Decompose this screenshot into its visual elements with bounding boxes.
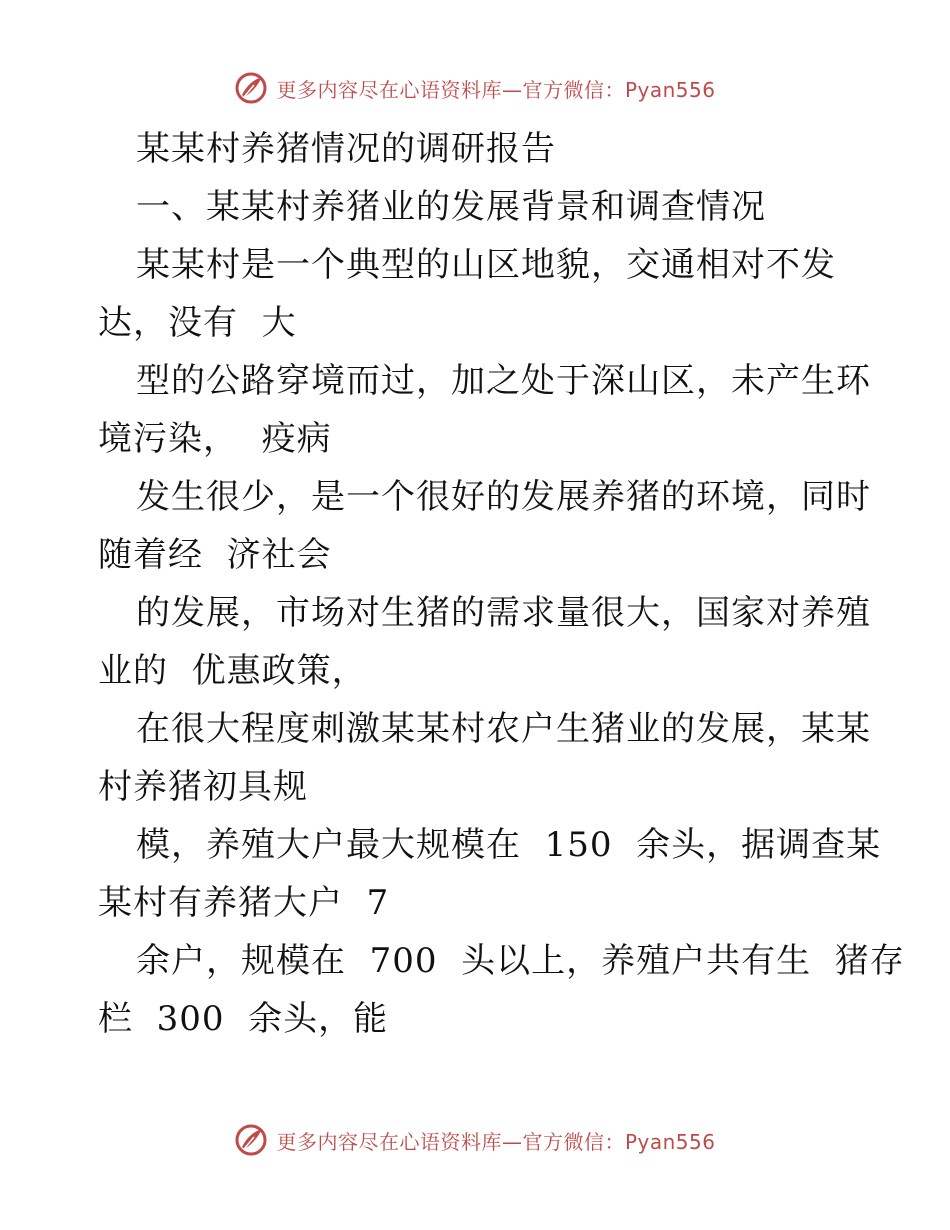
paragraph-line: 栏 300 余头，能	[98, 999, 389, 1039]
document-body	[98, 120, 905, 1048]
paragraph-line: 发生很少，是一个很好的发展养猪的环境，同时	[136, 477, 871, 517]
header-watermark	[0, 68, 950, 108]
paragraph-line: 的发展，市场对生猪的需求量很大，国家对养殖	[136, 593, 871, 633]
leaf-pen-logo-icon	[234, 1123, 268, 1157]
paragraph-line: 余户，规模在 700 头以上，养殖户共有生 猪存	[136, 941, 905, 981]
leaf-pen-logo-icon	[234, 71, 268, 105]
watermark-text: 更多内容尽在心语资料库—官方微信：Pyan556	[276, 77, 716, 102]
paragraph-line: 型的公路穿境而过，加之处于深山区，未产生环	[136, 361, 871, 401]
paragraph-line: 某某村是一个典型的山区地貌，交通相对不发	[136, 245, 836, 285]
paragraph-line: 境污染， 疫病	[98, 419, 332, 459]
paragraph-line: 模，养殖大户最大规模在 150 余头，据调查某	[136, 825, 882, 865]
watermark-text: 更多内容尽在心语资料库—官方微信：Pyan556	[276, 1129, 716, 1154]
paragraph-line: 在很大程度刺激某某村农户生猪业的发展，某某	[136, 709, 871, 749]
footer-watermark	[0, 1120, 950, 1160]
document-title: 某某村养猪情况的调研报告	[136, 129, 556, 169]
paragraph-line: 达，没有 大	[98, 303, 297, 343]
paragraph-line: 某村有养猪大户 7	[98, 883, 390, 923]
paragraph-line: 村养猪初具规	[98, 767, 308, 807]
paragraph-line: 业的 优惠政策，	[98, 651, 367, 691]
paragraph-line: 随着经 济社会	[98, 535, 332, 575]
section-heading: 一、某某村养猪业的发展背景和调查情况	[136, 187, 766, 227]
